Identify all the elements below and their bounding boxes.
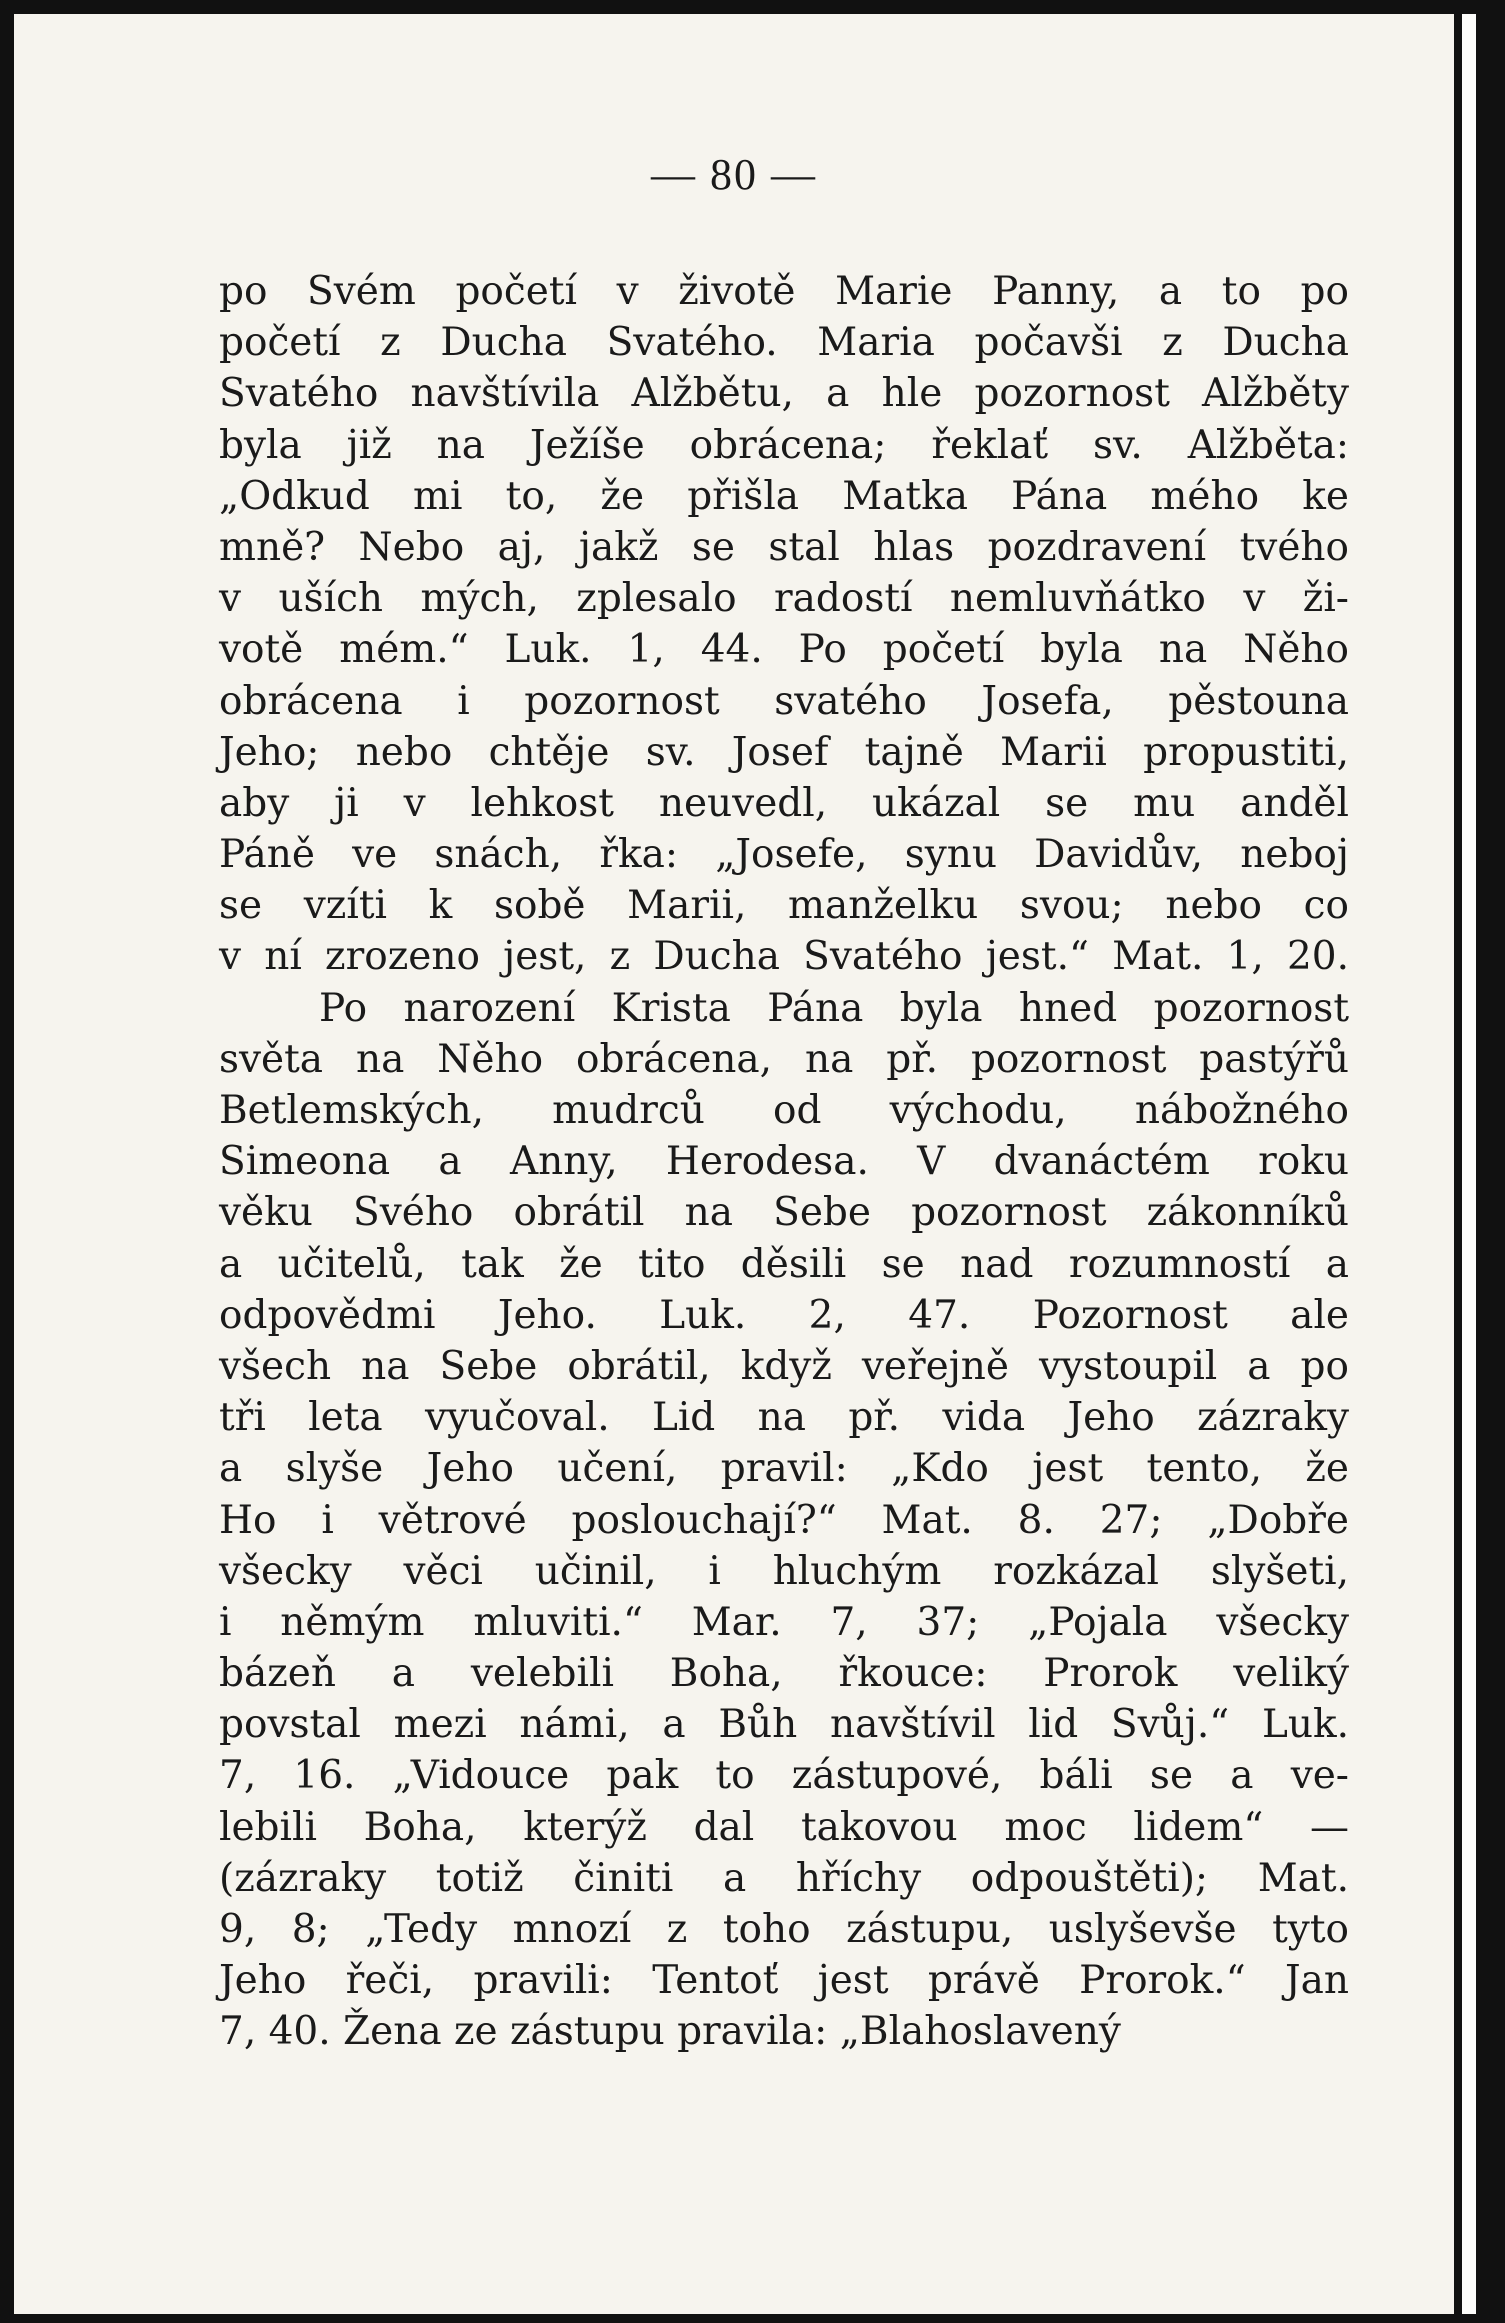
text-line: v ní zrozeno jest, z Ducha Svatého jest.“ Mat. 1, 20.: [219, 934, 1349, 980]
text-line: mně? Nebo aj, jakž se stal hlas pozdravení tvého: [219, 524, 1349, 570]
text-line: Páně ve snách, řka: „Josefe, synu Davidův, neboj: [219, 832, 1349, 878]
text-line: aby ji v lehkost neuvedl, ukázal se mu anděl: [219, 780, 1349, 826]
text-line: byla již na Ježíše obrácena; řeklať sv. Alžběta:: [219, 422, 1349, 468]
text-line: všech na Sebe obrátil, když veřejně vystoupil a po: [219, 1343, 1349, 1389]
text-line: Po narození Krista Pána byla hned pozornost: [319, 985, 1349, 1031]
text-line: „Odkud mi to, že přišla Matka Pána mého ke: [219, 473, 1349, 519]
text-line: všecky věci učinil, i hluchým rozkázal slyšeti,: [219, 1548, 1349, 1594]
text-line: 7, 40. Žena ze zástupu pravila: „Blahoslavený: [219, 2009, 1121, 2055]
text-line: Simeona a Anny, Herodesa. V dvanáctém roku: [219, 1139, 1349, 1185]
text-line: Svatého navštívila Alžbětu, a hle pozornost Alžběty: [219, 371, 1349, 417]
text-line: Betlemských, mudrců od východu, nábožného: [219, 1088, 1349, 1133]
book-page: [14, 14, 1454, 2314]
text-line: votě mém.“ Luk. 1, 44. Po početí byla na Něho: [219, 627, 1349, 673]
text-line: Ho i větrové poslouchají?“ Mat. 8. 27; „Dobře: [219, 1497, 1349, 1543]
text-line: po Svém početí v životě Marie Panny, a to po: [219, 269, 1349, 314]
page-number: — 80 —: [651, 150, 817, 199]
text-line: 7, 16. „Vidouce pak to zástupové, báli se a ve-: [219, 1753, 1349, 1799]
text-line: a slyše Jeho učení, pravil: „Kdo jest tento, že: [219, 1446, 1349, 1492]
text-line: věku Svého obrátil na Sebe pozornost zákonníků: [219, 1190, 1349, 1236]
scan-edge-strip: [1462, 14, 1476, 2314]
body-text: [219, 266, 1349, 2058]
text-line: i němým mluviti.“ Mar. 7, 37; „Pojala všecky: [219, 1599, 1349, 1645]
text-line: 9, 8; „Tedy mnozí z toho zástupu, uslyševše tyto: [219, 1907, 1349, 1952]
text-line: (zázraky totiž činiti a hříchy odpouštěti); Mat.: [219, 1855, 1349, 1901]
text-line: početí z Ducha Svatého. Maria počavši z Ducha: [219, 320, 1349, 366]
text-line: odpovědmi Jeho. Luk. 2, 47. Pozornost ale: [219, 1292, 1349, 1338]
text-line: se vzíti k sobě Marii, manželku svou; nebo co: [219, 883, 1349, 929]
text-line: Jeho řeči, pravili: Tentoť jest právě Prorok.“ Jan: [219, 1958, 1349, 2004]
text-line: Jeho; nebo chtěje sv. Josef tajně Marii propustiti,: [219, 729, 1349, 775]
text-line: obrácena i pozornost svatého Josefa, pěstouna: [219, 678, 1349, 724]
text-line: světa na Něho obrácena, na př. pozornost pastýřů: [219, 1036, 1349, 1082]
text-line: povstal mezi námi, a Bůh navštívil lid Svůj.“ Luk.: [219, 1702, 1349, 1748]
text-line: v uších mých, zplesalo radostí nemluvňátko v ži-: [219, 576, 1349, 622]
text-line: tři leta vyučoval. Lid na př. vida Jeho zázraky: [219, 1395, 1349, 1441]
text-line: lebili Boha, kterýž dal takovou moc lidem“ —: [219, 1804, 1349, 1850]
text-line: bázeň a velebili Boha, řkouce: Prorok veliký: [219, 1651, 1349, 1697]
text-line: a učitelů, tak že tito děsili se nad rozumností a: [219, 1241, 1349, 1287]
